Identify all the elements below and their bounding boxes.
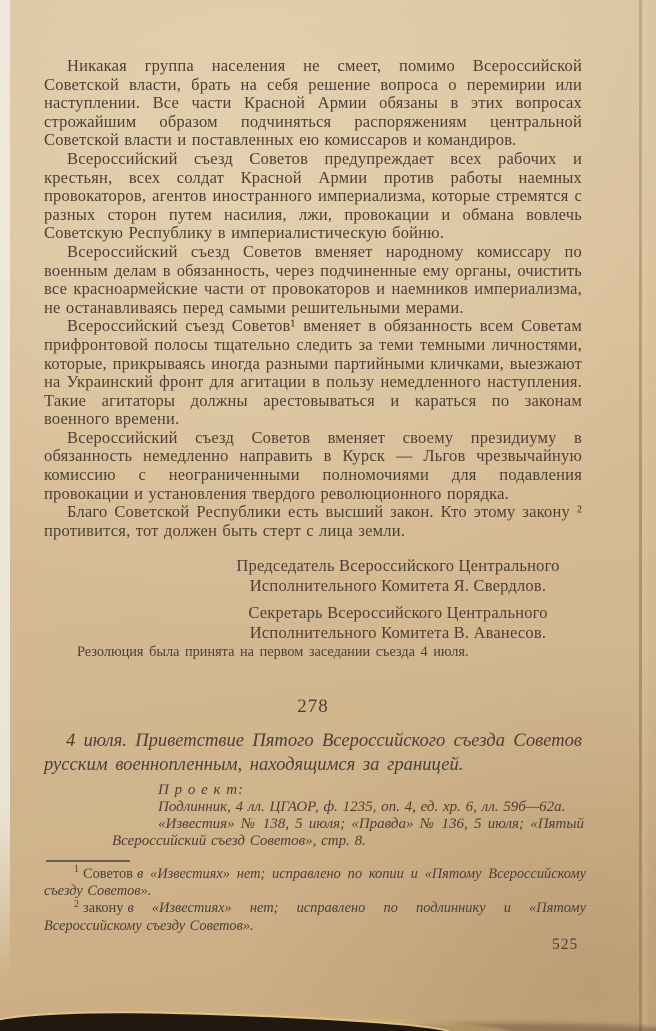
- signature-line: Председатель Всероссийского Центрального: [236, 556, 560, 575]
- source-label: П р о е к т:: [158, 782, 245, 798]
- page-right-crease: [639, 0, 642, 1031]
- footnote-marker: 1: [74, 864, 79, 876]
- signature-line: Исполнительного Комитета В. Аванесов.: [249, 622, 547, 642]
- body-paragraph: Всероссийский съезд Советов предупреждает всех рабочих и крестьян, всех солдат Красной Армии против работы наемных провокаторов, агентов иностранного империализма, которые стремятся с разных сторон путем насилия, лжи, провокации и обмана вовлечь Советскую Республику в империалистическую бойню.: [44, 148, 582, 243]
- resolution-note-text: Резолюция была принята на первом заседании съезда 4 июля.: [77, 644, 469, 660]
- document-number: 278: [297, 696, 329, 717]
- page-left-edge: [0, 0, 10, 1031]
- signature-block: [206, 556, 590, 649]
- footnote-marker: 2: [74, 898, 79, 910]
- body-paragraph: Всероссийский съезд Советов вменяет своему президиуму в обязанность немедленно направить в Курск — Льгов чрезвычайную комиссию с неограниченными полномочиями для подавления провокации и установления твердого революционного порядка.: [44, 427, 582, 503]
- footnote-term: закону: [83, 900, 124, 917]
- page-number: 525: [552, 936, 579, 953]
- footnotes-block: [44, 866, 586, 935]
- signature-line: Секретарь Всероссийского Центрального: [248, 602, 548, 622]
- footnote: [44, 900, 586, 934]
- footnote: [44, 866, 586, 900]
- source-line: «Известия» № 138, 5 июля; «Правда» № 136, 5 июля; «Пятый Всероссийский съезд Советов», стр. 8.: [112, 816, 584, 849]
- source-line: Подлинник, 4 лл. ЦГАОР, ф. 1235, оп. 4, ед. хр. 6, лл. 59б—62а.: [158, 799, 566, 815]
- document-title: [44, 729, 582, 777]
- resolution-note: [44, 644, 582, 661]
- source-block: [112, 782, 584, 850]
- resolution-body: [44, 57, 582, 540]
- body-paragraph: Всероссийский съезд Советов¹ вменяет в обязанность всем Советам прифронтовой полосы тщательно следить за теми темными личностями, которые, прикрываясь иногда разными партийными кличками, выезжают на Украинский фронт для агитации в пользу немедленного наступления. Такие агитаторы должны арестовываться и караться по законам военного времени.: [44, 316, 582, 429]
- page-bottom-edge: [0, 1010, 452, 1031]
- footnote-rule: [46, 860, 130, 862]
- body-paragraph: Благо Советской Республики есть высший закон. Кто этому закону ² противится, тот должен быть стерт с лица земли.: [44, 502, 582, 540]
- signature-secretary: [206, 603, 590, 644]
- signature-chairman: [206, 556, 590, 597]
- footnote-text: в «Известиях» нет; исправлено по копии и «Пятому Всероссийскому съезду Советов».: [44, 866, 586, 900]
- footnote-term: Советов: [83, 866, 133, 882]
- footnote-text: в «Известиях» нет; исправлено по подлиннику и «Пятому Всероссийскому съезду Советов».: [44, 900, 586, 934]
- body-paragraph: Всероссийский съезд Советов вменяет народному комиссару по военным делам в обязанность, через подчиненные ему органы, очистить все красноармейские части от провокаторов и наемников империализма, не останавливаясь перед самыми решительными мерами.: [44, 241, 582, 317]
- signature-line: Исполнительного Комитета Я. Свердлов.: [249, 576, 547, 596]
- body-paragraph: Никакая группа населения не смеет, помимо Всероссийской Советской власти, брать на себя решение вопроса о перемирии или наступлении. Все части Красной Армии обязаны в этих вопросах строжайшим образом подчиняться распоряжениям центральной Советской власти и поставленных ею комиссаров и командиров.: [44, 56, 582, 150]
- document-title-text: 4 июля. Приветствие Пятого Всероссийского съезда Советов русским военнопленным, находящимся за границей.: [44, 730, 582, 775]
